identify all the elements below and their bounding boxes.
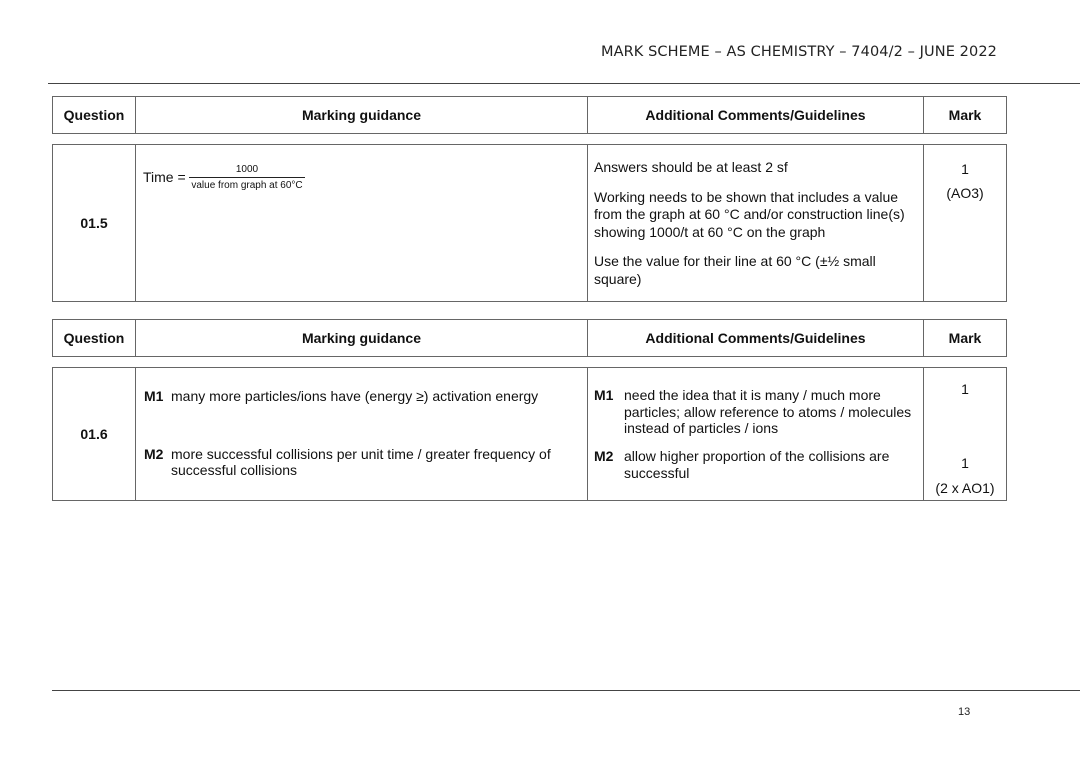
marking-point-text: more successful collisions per unit time / greater frequency of successful collisions — [171, 446, 551, 478]
mark-value: 1 — [961, 161, 969, 177]
table-header-2 — [52, 319, 1007, 357]
col-comments: Additional Comments/Guidelines — [588, 97, 924, 134]
mark-cell — [924, 368, 1007, 501]
col-question: Question — [53, 320, 136, 357]
col-guidance: Marking guidance — [136, 320, 588, 357]
question-number: 01.6 — [53, 368, 136, 501]
time-label: Time = — [143, 169, 186, 185]
marking-point-tag: M1 — [144, 388, 164, 404]
mark-value: 1 — [961, 381, 969, 397]
guidance-m1 — [144, 388, 567, 404]
table-header-1 — [52, 96, 1007, 134]
comment-line: Answers should be at least 2 sf — [594, 159, 788, 175]
col-mark: Mark — [924, 97, 1007, 134]
comment-text: need the idea that it is many / much more particles; allow reference to atoms / molecules instead of particles / ions — [624, 387, 912, 436]
comment-tag: M2 — [594, 448, 614, 464]
col-comments: Additional Comments/Guidelines — [588, 320, 924, 357]
marking-point-tag: M2 — [144, 446, 164, 462]
comment-m2 — [594, 448, 917, 481]
comments — [588, 368, 924, 501]
page-number: 13 — [958, 706, 971, 718]
comment-m1 — [594, 387, 917, 437]
comment-tag: M1 — [594, 387, 614, 403]
header-rule — [48, 83, 1080, 84]
fraction-denominator: value from graph at 60°C — [191, 180, 303, 191]
marking-guidance — [136, 368, 588, 501]
marking-guidance — [136, 145, 588, 302]
assessment-objective: (AO3) — [946, 185, 984, 201]
fraction — [189, 164, 305, 191]
marking-point-text: many more particles/ions have (energy ≥) activation energy — [171, 388, 539, 404]
comment-line: Working needs to be shown that includes a value from the graph at 60 °C and/or construction line(s) showing 1000/t at 60 °C on the graph — [594, 188, 905, 240]
question-number: 01.5 — [53, 145, 136, 302]
comment-line: Use the value for their line at 60 °C (±½ small square) — [594, 253, 876, 287]
col-guidance: Marking guidance — [136, 97, 588, 134]
col-mark: Mark — [924, 320, 1007, 357]
comment-text: allow higher proportion of the collisions are successful — [624, 448, 890, 481]
assessment-objective: (2 x AO1) — [935, 480, 995, 496]
header-title: MARK SCHEME – AS CHEMISTRY – 7404/2 – JUNE 2022 — [601, 44, 997, 60]
question-row-01-6 — [52, 367, 1007, 501]
mark-value: 1 — [961, 455, 969, 471]
col-question: Question — [53, 97, 136, 134]
fraction-numerator: 1000 — [189, 164, 305, 178]
footer-rule — [52, 690, 1080, 691]
mark-cell — [924, 145, 1007, 302]
question-row-01-5 — [52, 144, 1007, 302]
guidance-m2 — [144, 446, 567, 478]
comments — [588, 145, 924, 302]
